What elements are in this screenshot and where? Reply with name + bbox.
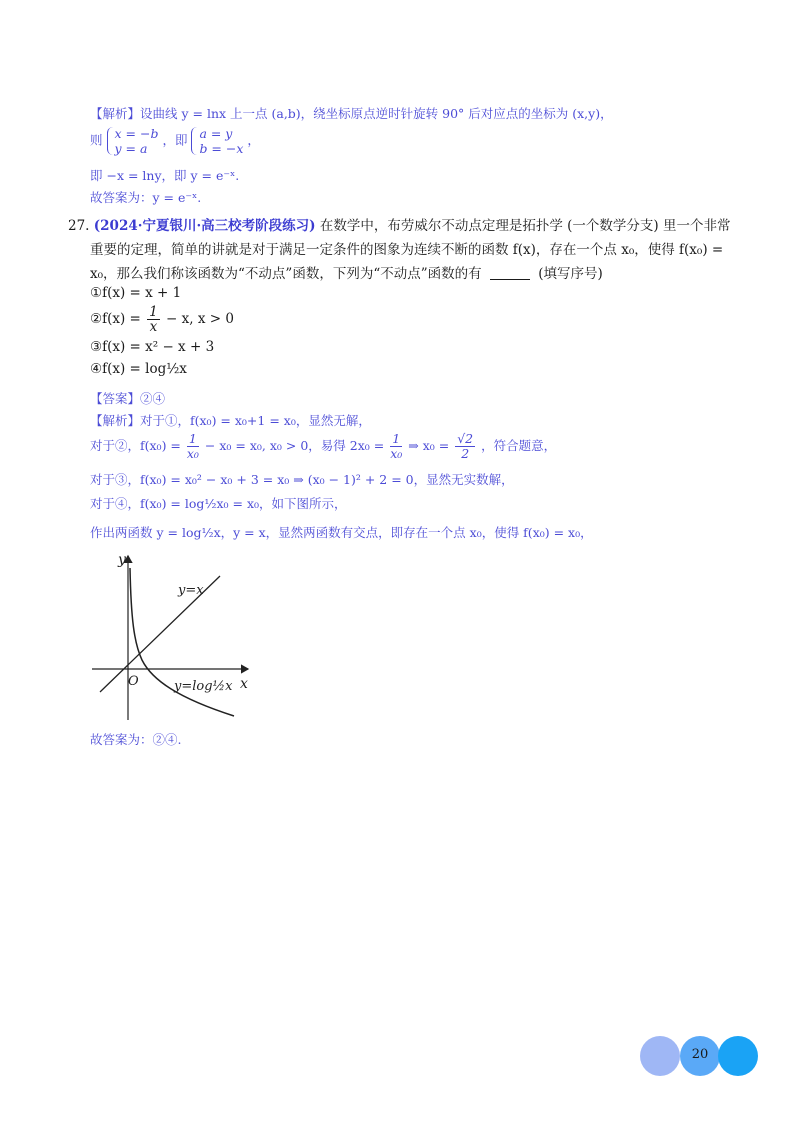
option-3: ③f(x) = x² − x + 3 [90, 339, 215, 355]
analysis2-fraction2-num: 1 [390, 432, 402, 447]
analysis-line3: 对于③，f(x₀) = x₀² − x₀ + 3 = x₀ ⇒ (x₀ − 1)² + 2 = 0，显然无实数解， [90, 472, 514, 487]
option-2-numerator: 1 [149, 304, 158, 320]
analysis-line5: 作出两函数 y = log½x，y = x，显然两函数有交点，即存在一个点 x₀，使得 f(x₀) = x₀， [90, 525, 593, 540]
prev-solution-line2 [90, 126, 260, 156]
analysis2-fraction1 [187, 432, 199, 461]
question-line1 [68, 214, 730, 234]
equation-system-1 [107, 126, 159, 156]
analysis2-part-b: − x₀ = x₀, x₀ > 0，易得 2x₀ = [204, 438, 385, 453]
y-axis-label: y [118, 552, 126, 568]
question-text-3b: (填写序号) [538, 266, 603, 282]
equation-system-2 [191, 126, 243, 156]
analysis-line2 [90, 432, 556, 461]
option-1: ①f(x) = x + 1 [90, 285, 182, 301]
question-number: 27. [68, 218, 90, 234]
badge-circle-light [640, 1036, 680, 1076]
prev-solution-suffix: ， [247, 132, 260, 148]
prev-solution-line3: 即 −x = lny，即 y = e⁻ˣ. [90, 168, 240, 183]
prev-solution-prefix: 则 [90, 132, 103, 148]
analysis2-part-c: ⇒ x₀ = [408, 438, 450, 453]
system1-row1: x = −b [114, 126, 159, 141]
answer-blank [490, 279, 530, 280]
line-label: y=x [178, 583, 204, 598]
option-2-prefix: ②f(x) = [90, 311, 141, 327]
origin-label: O [128, 674, 139, 689]
question-source: (2024·宁夏银川·高三校考阶段练习) [93, 218, 316, 234]
analysis2-fraction2-den: x₀ [390, 446, 403, 461]
system2-row2: b = −x [199, 141, 244, 156]
analysis2-fraction3-den: 2 [461, 446, 470, 461]
analysis2-part-a: 对于②，f(x₀) = [90, 438, 181, 453]
function-graph [88, 548, 258, 728]
curve-label: y=log½x [174, 679, 233, 694]
analysis2-fraction2 [390, 432, 402, 461]
question-text-3a: x₀，那么我们称该函数为“不动点”函数，下列为“不动点”函数的有 [90, 266, 482, 282]
option-2-suffix: − x, x > 0 [166, 311, 234, 327]
final-answer: 故答案为：②④. [90, 732, 182, 747]
badge-circle-dark [718, 1036, 758, 1076]
question-line3 [90, 262, 603, 282]
prev-solution-mid: ，即 [162, 132, 188, 148]
option-4: ④f(x) = log½x [90, 361, 187, 377]
answer-line: 【答案】②④ [90, 391, 166, 406]
option-2-fraction [147, 305, 160, 334]
analysis2-fraction1-num: 1 [187, 432, 199, 447]
analysis-line1: 【解析】对于①，f(x₀) = x₀+1 = x₀，显然无解， [90, 413, 371, 428]
x-axis-label: x [240, 676, 248, 692]
option-2 [90, 305, 234, 334]
prev-solution-line4: 故答案为：y = e⁻ˣ. [90, 190, 202, 205]
analysis2-fraction1-den: x₀ [186, 446, 199, 461]
option-2-denominator: x [149, 319, 158, 335]
question-line2: 重要的定理，简单的讲就是对于满足一定条件的图象为连续不断的函数 f(x)，存在一个点 x₀，使得 f(x₀) = [90, 242, 724, 258]
system2-row1: a = y [199, 126, 233, 141]
analysis-line4: 对于④，f(x₀) = log½x₀ = x₀，如下图所示， [90, 496, 347, 511]
question-text-1: 在数学中，布劳威尔不动点定理是拓扑学 (一个数学分支) 里一个非常 [319, 218, 731, 234]
analysis2-fraction3 [455, 432, 475, 461]
analysis2-part-d: ，符合题意， [481, 438, 557, 453]
page-number-badge [640, 1036, 760, 1076]
page-number: 20 [691, 1047, 709, 1062]
system1-row2: y = a [114, 141, 148, 156]
prev-solution-line1: 【解析】设曲线 y = lnx 上一点 (a,b)，绕坐标原点逆时针旋转 90° 后对应点的坐标为 (x,y)， [90, 106, 613, 121]
analysis2-fraction3-num: √2 [457, 431, 474, 446]
